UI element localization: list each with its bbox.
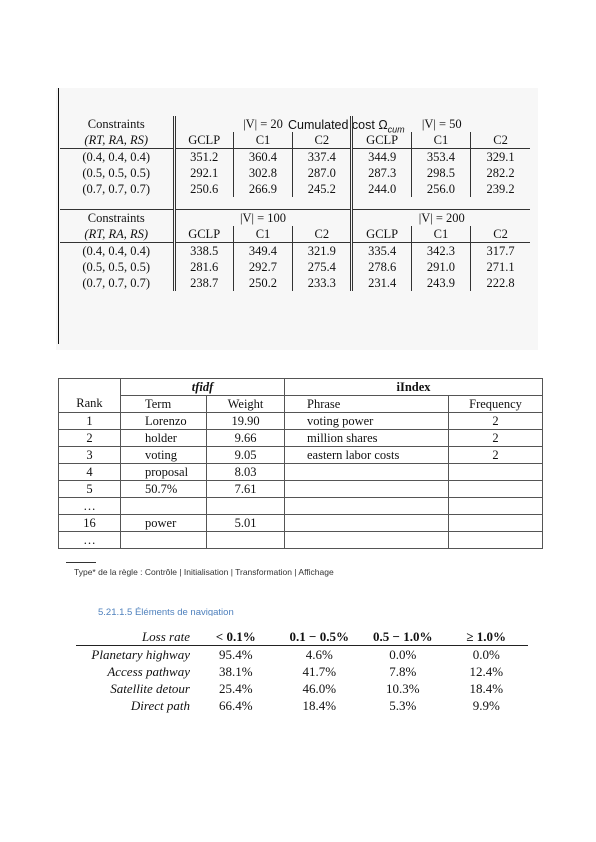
loss-rate-table xyxy=(76,628,528,714)
cost-value: 298.5 xyxy=(411,165,470,181)
term-cell: 50.7% xyxy=(121,481,207,498)
phrase-cell: voting power xyxy=(285,413,449,430)
loss-value: 12.4% xyxy=(469,664,504,679)
constraint-value: (0.4, 0.4, 0.4) xyxy=(60,149,174,166)
phrase-cell xyxy=(285,515,449,532)
frequency-cell xyxy=(449,464,543,481)
cost-table-row xyxy=(60,165,530,181)
cost-gap-cell xyxy=(174,197,233,210)
term-header: Term xyxy=(121,396,207,413)
cost-value: 349.4 xyxy=(233,243,292,260)
frequency-cell xyxy=(449,498,543,515)
cost-value: 233.3 xyxy=(293,275,352,291)
cost-value: 291.0 xyxy=(411,259,470,275)
cost-column-header: C1 xyxy=(411,226,470,243)
cost-value: 321.9 xyxy=(293,243,352,260)
cost-value: 281.6 xyxy=(174,259,233,275)
cost-value: 231.4 xyxy=(352,275,411,291)
tfidf-group-header xyxy=(59,379,543,396)
cost-column-header: C1 xyxy=(233,132,292,149)
rank-cell: 3 xyxy=(59,447,121,464)
loss-value: 46.0% xyxy=(302,681,337,696)
rank-cell: 2 xyxy=(59,430,121,447)
loss-value: 9.9% xyxy=(472,698,500,713)
loss-value: 38.1% xyxy=(218,664,253,679)
cost-caption-text: Cumulated cost Ω xyxy=(288,118,388,132)
cost-caption-sub: cum xyxy=(387,124,405,135)
loss-value: 10.3% xyxy=(385,681,420,696)
cost-column-header: GCLP xyxy=(174,226,233,243)
weight-cell xyxy=(207,498,285,515)
loss-header-3: ≥ 1.0% xyxy=(445,628,529,646)
tfidf-table-row xyxy=(59,515,543,532)
rank-header: Rank xyxy=(59,396,121,413)
loss-table-row xyxy=(76,680,528,697)
loss-table-row xyxy=(76,646,528,664)
cost-value: 344.9 xyxy=(352,149,411,166)
loss-value: 18.4% xyxy=(469,681,504,696)
frequency-cell: 2 xyxy=(449,413,543,430)
cost-value: 244.0 xyxy=(352,181,411,197)
frequency-cell xyxy=(449,532,543,549)
cost-column-header-row xyxy=(60,226,530,243)
tfidf-table-row xyxy=(59,430,543,447)
frequency-cell: 2 xyxy=(449,447,543,464)
loss-value: 41.7% xyxy=(302,664,337,679)
weight-cell xyxy=(207,532,285,549)
rank-cell: … xyxy=(59,498,121,515)
rule-type-footnote: Type* de la règle : Contrôle | Initialisation | Transformation | Affichage xyxy=(74,567,334,577)
constraints-vars: (RT, RA, RS) xyxy=(84,227,149,241)
loss-value: 0.0% xyxy=(472,647,500,662)
cost-value: 335.4 xyxy=(352,243,411,260)
weight-cell: 9.66 xyxy=(207,430,285,447)
phrase-cell xyxy=(285,481,449,498)
cost-gap-cell xyxy=(411,197,470,210)
cost-value: 222.8 xyxy=(471,275,530,291)
loss-value: 5.3% xyxy=(389,698,417,713)
cost-table-row xyxy=(60,275,530,291)
loss-header-2: 0.5 − 1.0% xyxy=(361,628,445,646)
loss-value: 25.4% xyxy=(218,681,253,696)
cost-group-row xyxy=(60,116,530,132)
cost-column-header: C1 xyxy=(411,132,470,149)
tfidf-corner xyxy=(59,379,121,396)
cost-column-header: C1 xyxy=(233,226,292,243)
footnote-rule xyxy=(66,562,96,563)
cost-value: 329.1 xyxy=(471,149,530,166)
cost-value: 250.6 xyxy=(174,181,233,197)
term-cell: Lorenzo xyxy=(121,413,207,430)
term-cell: proposal xyxy=(121,464,207,481)
frequency-cell xyxy=(449,481,543,498)
cost-column-header: GCLP xyxy=(174,132,233,149)
constraint-value: (0.5, 0.5, 0.5) xyxy=(82,166,151,180)
cost-value: 282.2 xyxy=(471,165,530,181)
cost-value: 337.4 xyxy=(293,149,352,166)
tfidf-table-row xyxy=(59,481,543,498)
loss-header-1: 0.1 − 0.5% xyxy=(278,628,362,646)
cost-table xyxy=(60,116,530,291)
weight-header: Weight xyxy=(207,396,285,413)
tfidf-group: tfidf xyxy=(121,379,285,396)
constraint-value: (0.7, 0.7, 0.7) xyxy=(82,182,151,196)
rank-cell: 16 xyxy=(59,515,121,532)
path-label: Planetary highway xyxy=(91,647,190,662)
cost-gap-cell xyxy=(471,197,530,210)
cost-value: 292.1 xyxy=(174,165,233,181)
cost-value: 266.9 xyxy=(233,181,292,197)
cost-value: 243.9 xyxy=(411,275,470,291)
cost-table-row xyxy=(60,149,530,166)
rank-cell: 4 xyxy=(59,464,121,481)
frequency-cell xyxy=(449,515,543,532)
constraint-value: (0.4, 0.4, 0.4) xyxy=(60,243,174,260)
tfidf-table-row xyxy=(59,464,543,481)
path-label: Access pathway xyxy=(107,664,190,679)
loss-value: 0.0% xyxy=(389,647,417,662)
tfidf-table-row xyxy=(59,532,543,549)
cost-group-b: |V| = 50 xyxy=(352,116,530,132)
loss-value: 66.4% xyxy=(218,698,253,713)
cost-value: 250.2 xyxy=(233,275,292,291)
loss-value: 18.4% xyxy=(302,698,337,713)
frequency-header: Frequency xyxy=(449,396,543,413)
cost-gap-cell xyxy=(352,197,411,210)
cost-value: 342.3 xyxy=(411,243,470,260)
cost-value: 278.6 xyxy=(352,259,411,275)
constraint-value: (0.7, 0.7, 0.7) xyxy=(82,276,151,290)
cost-value: 292.7 xyxy=(233,259,292,275)
rank-cell: 5 xyxy=(59,481,121,498)
loss-table-row xyxy=(76,663,528,680)
path-label: Direct path xyxy=(130,698,190,713)
cost-column-header: C2 xyxy=(471,132,530,149)
phrase-cell: eastern labor costs xyxy=(285,447,449,464)
constraints-vars: (RT, RA, RS) xyxy=(84,133,149,147)
cost-value: 275.4 xyxy=(293,259,352,275)
cost-column-header: GCLP xyxy=(352,226,411,243)
cost-value: 360.4 xyxy=(233,149,292,166)
cost-value: 353.4 xyxy=(411,149,470,166)
cost-value: 287.3 xyxy=(352,165,411,181)
section-heading: 5.21.1.5 Éléments de navigation xyxy=(98,607,234,616)
cost-value: 256.0 xyxy=(411,181,470,197)
cost-value: 351.2 xyxy=(174,149,233,166)
loss-header-0: < 0.1% xyxy=(194,628,278,646)
cost-value: 271.1 xyxy=(471,259,530,275)
loss-header-row xyxy=(76,628,528,646)
cost-group-row xyxy=(60,210,530,227)
cost-block-gap xyxy=(60,197,530,210)
cost-value: 338.5 xyxy=(174,243,233,260)
cost-group-b: |V| = 200 xyxy=(352,210,530,227)
constraints-label: Constraints xyxy=(87,117,145,131)
weight-cell: 5.01 xyxy=(207,515,285,532)
constraints-label: Constraints xyxy=(60,210,174,227)
cost-value: 317.7 xyxy=(471,243,530,260)
frequency-cell: 2 xyxy=(449,430,543,447)
cost-value: 238.7 xyxy=(174,275,233,291)
iindex-group: iIndex xyxy=(285,379,543,396)
phrase-header: Phrase xyxy=(285,396,449,413)
constraint-value: (0.5, 0.5, 0.5) xyxy=(82,260,151,274)
weight-cell: 9.05 xyxy=(207,447,285,464)
phrase-cell xyxy=(285,498,449,515)
loss-table-row xyxy=(76,697,528,714)
tfidf-table-row xyxy=(59,447,543,464)
cost-value: 245.2 xyxy=(293,181,352,197)
path-label: Satellite detour xyxy=(110,681,190,696)
cost-column-header-row xyxy=(60,132,530,149)
cost-column-header: C2 xyxy=(471,226,530,243)
loss-value: 95.4% xyxy=(218,647,253,662)
term-cell: power xyxy=(121,515,207,532)
loss-value: 7.8% xyxy=(389,664,417,679)
phrase-cell xyxy=(285,532,449,549)
loss-value: 4.6% xyxy=(305,647,333,662)
cost-column-header: C2 xyxy=(293,132,352,149)
cost-group-a: |V| = 20 xyxy=(174,116,352,132)
term-cell xyxy=(121,532,207,549)
term-cell: holder xyxy=(121,430,207,447)
tfidf-table xyxy=(58,378,542,549)
weight-cell: 8.03 xyxy=(207,464,285,481)
loss-rate-label: Loss rate xyxy=(76,628,194,646)
cost-table-row xyxy=(60,181,530,197)
weight-cell: 19.90 xyxy=(207,413,285,430)
cost-group-a: |V| = 100 xyxy=(174,210,352,227)
cost-table-row xyxy=(60,259,530,275)
cost-value: 239.2 xyxy=(471,181,530,197)
weight-cell: 7.61 xyxy=(207,481,285,498)
cost-column-header: C2 xyxy=(293,226,352,243)
phrase-cell: million shares xyxy=(285,430,449,447)
phrase-cell xyxy=(285,464,449,481)
cost-table-row xyxy=(60,243,530,260)
tfidf-table-row xyxy=(59,413,543,430)
cost-gap-cell xyxy=(60,197,174,210)
rank-cell: 1 xyxy=(59,413,121,430)
cost-gap-cell xyxy=(293,197,352,210)
cost-gap-cell xyxy=(233,197,292,210)
tfidf-column-headers xyxy=(59,396,543,413)
term-cell xyxy=(121,498,207,515)
cost-column-header: GCLP xyxy=(352,132,411,149)
cost-value: 287.0 xyxy=(293,165,352,181)
cost-table-left-rule xyxy=(58,88,59,344)
term-cell: voting xyxy=(121,447,207,464)
cost-value: 302.8 xyxy=(233,165,292,181)
rank-cell: … xyxy=(59,532,121,549)
tfidf-table-row xyxy=(59,498,543,515)
